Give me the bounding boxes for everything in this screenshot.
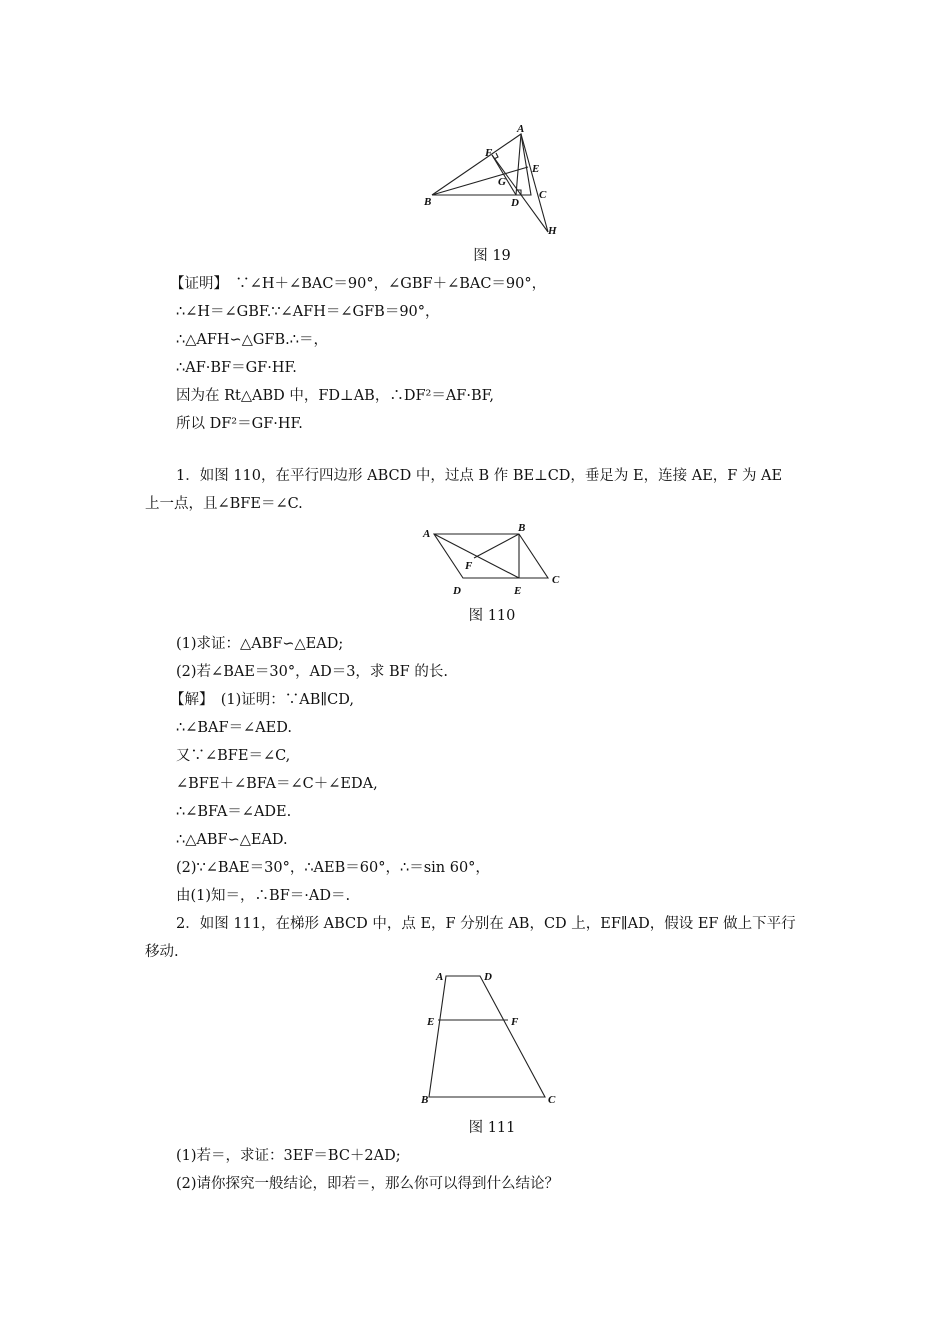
proof-line-4: ∴AF·BF＝GF·HF. [176, 360, 297, 376]
fig110-label-f: F [465, 560, 473, 572]
solution1-line-6: ∴△ABF∽△EAD. [176, 832, 288, 848]
solution1-line-5: ∴∠BFA＝∠ADE. [176, 804, 292, 820]
fig110-parallelogram-abcd [434, 534, 548, 578]
figure-19 [418, 122, 568, 242]
problem1-stem-line-1: 1．如图 110，在平行四边形 ABCD 中，过点 B 作 BE⊥CD，垂足为 E，连接 AE，F 为 AE [176, 468, 783, 484]
fig19-right-angle-f [494, 153, 498, 159]
proof-line-2: ∴∠H＝∠GBF.∵∠AFH＝∠GFB＝90°， [176, 304, 440, 320]
solution1-line-8: 由(1)知＝，∴BF＝·AD＝. [176, 888, 351, 904]
figure-19-caption: 图 19 [473, 248, 511, 264]
proof-line-5: 因为在 Rt△ABD 中，FD⊥AB，∴DF²＝AF·BF, [176, 388, 495, 404]
solution1-line-4: ∠BFE＋∠BFA＝∠C＋∠EDA, [176, 776, 378, 792]
problem2-stem-line-2: 移动. [145, 944, 179, 960]
fig19-label-g: G [498, 176, 506, 188]
fig19-label-a: A [517, 123, 525, 135]
proof-line-1: 【证明】 ∵∠H＋∠BAC＝90°，∠GBF＋∠BAC＝90°， [170, 276, 547, 292]
fig19-segment-ah [521, 134, 548, 232]
fig111-trapezoid-abcd [429, 976, 545, 1097]
fig19-label-e: E [532, 163, 540, 175]
fig19-label-h: H [548, 225, 557, 237]
fig19-label-d: D [511, 197, 519, 209]
solution1-line-1: 【解】 (1)证明：∵AB∥CD, [170, 692, 354, 708]
figure-111 [418, 966, 568, 1112]
fig111-label-a: A [436, 971, 444, 983]
fig110-label-a: A [423, 528, 431, 540]
problem1-part-1: (1)求证：△ABF∽△EAD; [176, 636, 344, 652]
proof-line-6: 所以 DF²＝GF·HF. [176, 416, 303, 432]
solution1-line-2: ∴∠BAF＝∠AED. [176, 720, 292, 736]
fig111-label-e: E [427, 1016, 435, 1028]
fig110-segment-bf [474, 534, 519, 558]
proof-line-3: ∴△AFH∽△GFB.∴＝， [176, 332, 328, 348]
figure-110 [418, 522, 568, 602]
problem1-part-2: (2)若∠BAE＝30°，AD＝3，求 BF 的长. [176, 664, 448, 680]
fig19-label-f: F [485, 147, 493, 159]
fig19-segment-fd [492, 155, 516, 195]
solution1-line-3: 又∵∠BFE＝∠C, [176, 748, 291, 764]
figure-110-caption: 图 110 [468, 608, 516, 624]
fig111-label-d: D [484, 971, 492, 983]
problem2-part-2: (2)请你探究一般结论，即若＝，那么你可以得到什么结论？ [176, 1176, 560, 1192]
problem1-stem-line-2: 上一点，且∠BFE＝∠C. [145, 496, 303, 512]
fig111-label-f: F [511, 1016, 519, 1028]
problem2-stem-line-1: 2．如图 111，在梯形 ABCD 中，点 E，F 分别在 AB，CD 上，EF∥AD，假设 EF 做上下平行 [176, 916, 796, 932]
figure-111-caption: 图 111 [468, 1120, 516, 1136]
fig110-label-b: B [518, 522, 526, 534]
solution1-line-7: (2)∵∠BAE＝30°，∴AEB＝60°，∴＝sin 60°， [176, 860, 490, 876]
fig110-label-d: D [453, 585, 461, 597]
fig111-label-b: B [421, 1094, 429, 1106]
problem2-part-1: (1)若＝，求证：3EF＝BC＋2AD; [176, 1148, 401, 1164]
fig110-label-e: E [514, 585, 522, 597]
fig19-triangle-abc [432, 134, 531, 195]
fig19-label-b: B [424, 196, 432, 208]
fig110-label-c: C [552, 574, 560, 586]
fig19-label-c: C [539, 189, 547, 201]
fig111-label-c: C [548, 1094, 556, 1106]
fig19-segment-ad [516, 134, 521, 195]
